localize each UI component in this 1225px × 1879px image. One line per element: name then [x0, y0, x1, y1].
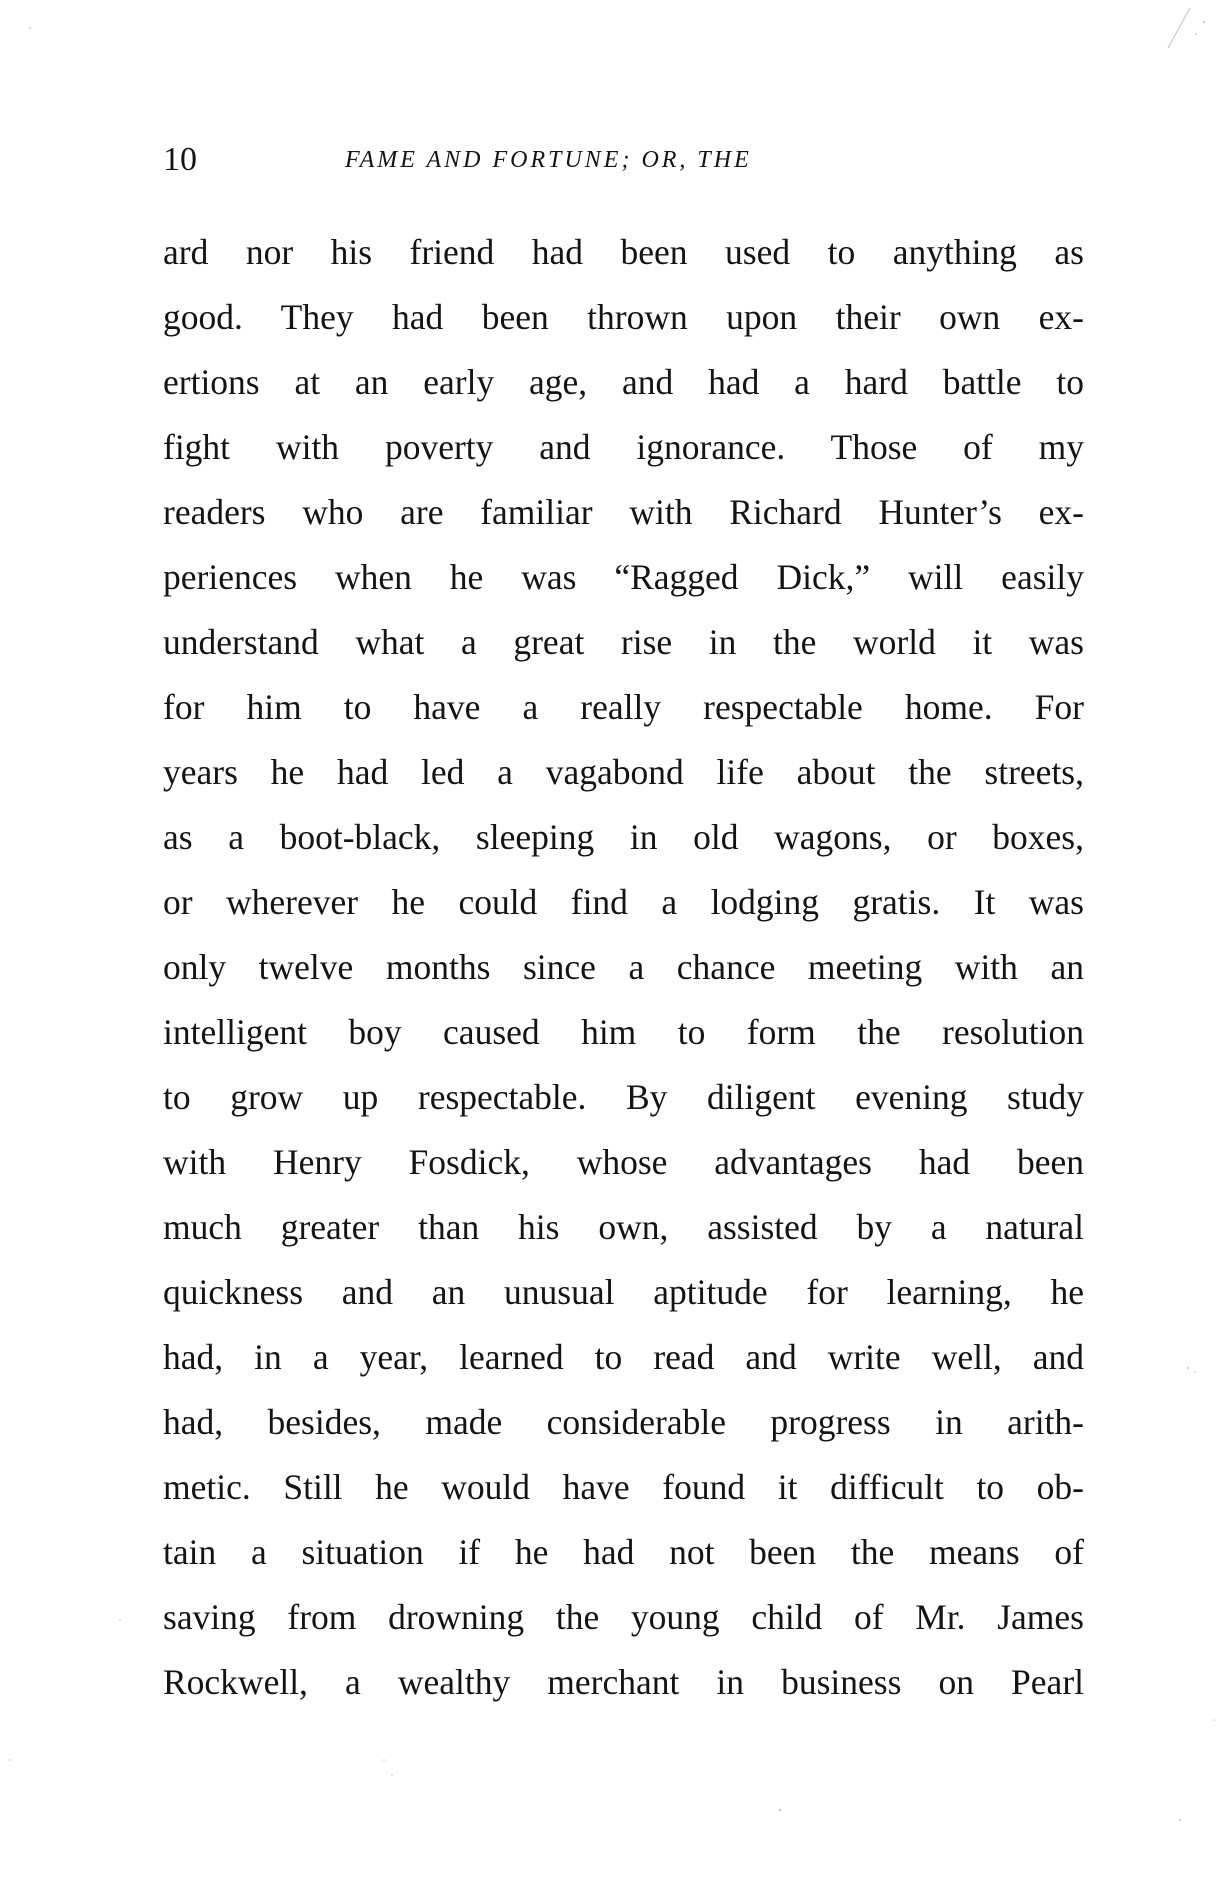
text-line: fight with poverty and ignorance. Those of my — [163, 427, 1084, 467]
text-line: or wherever he could find a lodging gratis. It was — [163, 882, 1084, 922]
text-line: good. They had been thrown upon their own ex- — [163, 297, 1084, 337]
text-line: only twelve months since a chance meeting with an — [163, 947, 1084, 987]
running-title: FAME AND FORTUNE; OR, THE — [345, 147, 752, 173]
text-line: Rockwell, a wealthy merchant in business on Pearl — [163, 1662, 1084, 1702]
text-line: intelligent boy caused him to form the resolution — [163, 1012, 1084, 1052]
text-line: readers who are familiar with Richard Hunter’s ex- — [163, 492, 1084, 532]
text-line: metic. Still he would have found it difficult to ob- — [163, 1467, 1084, 1507]
text-line: saving from drowning the young child of Mr. James — [163, 1597, 1084, 1637]
text-line: ertions at an early age, and had a hard battle to — [163, 362, 1084, 402]
running-head — [163, 138, 1083, 182]
body-text — [163, 226, 1084, 1721]
text-line: periences when he was “Ragged Dick,” will easily — [163, 557, 1084, 597]
text-line: much greater than his own, assisted by a natural — [163, 1207, 1084, 1247]
text-line: years he had led a vagabond life about the streets, — [163, 752, 1084, 792]
text-line: understand what a great rise in the world it was — [163, 622, 1084, 662]
text-line: had, besides, made considerable progress in arith- — [163, 1402, 1084, 1442]
text-line: tain a situation if he had not been the means of — [163, 1532, 1084, 1572]
page-number: 10 — [163, 141, 197, 178]
text-line: to grow up respectable. By diligent evening study — [163, 1077, 1084, 1117]
text-line: had, in a year, learned to read and write well, and — [163, 1337, 1084, 1377]
text-line: as a boot-black, sleeping in old wagons, or boxes, — [163, 817, 1084, 857]
text-line: with Henry Fosdick, whose advantages had been — [163, 1142, 1084, 1182]
text-line: ard nor his friend had been used to anything as — [163, 232, 1084, 272]
text-line: quickness and an unusual aptitude for learning, he — [163, 1272, 1084, 1312]
text-line: for him to have a really respectable home. For — [163, 687, 1084, 727]
